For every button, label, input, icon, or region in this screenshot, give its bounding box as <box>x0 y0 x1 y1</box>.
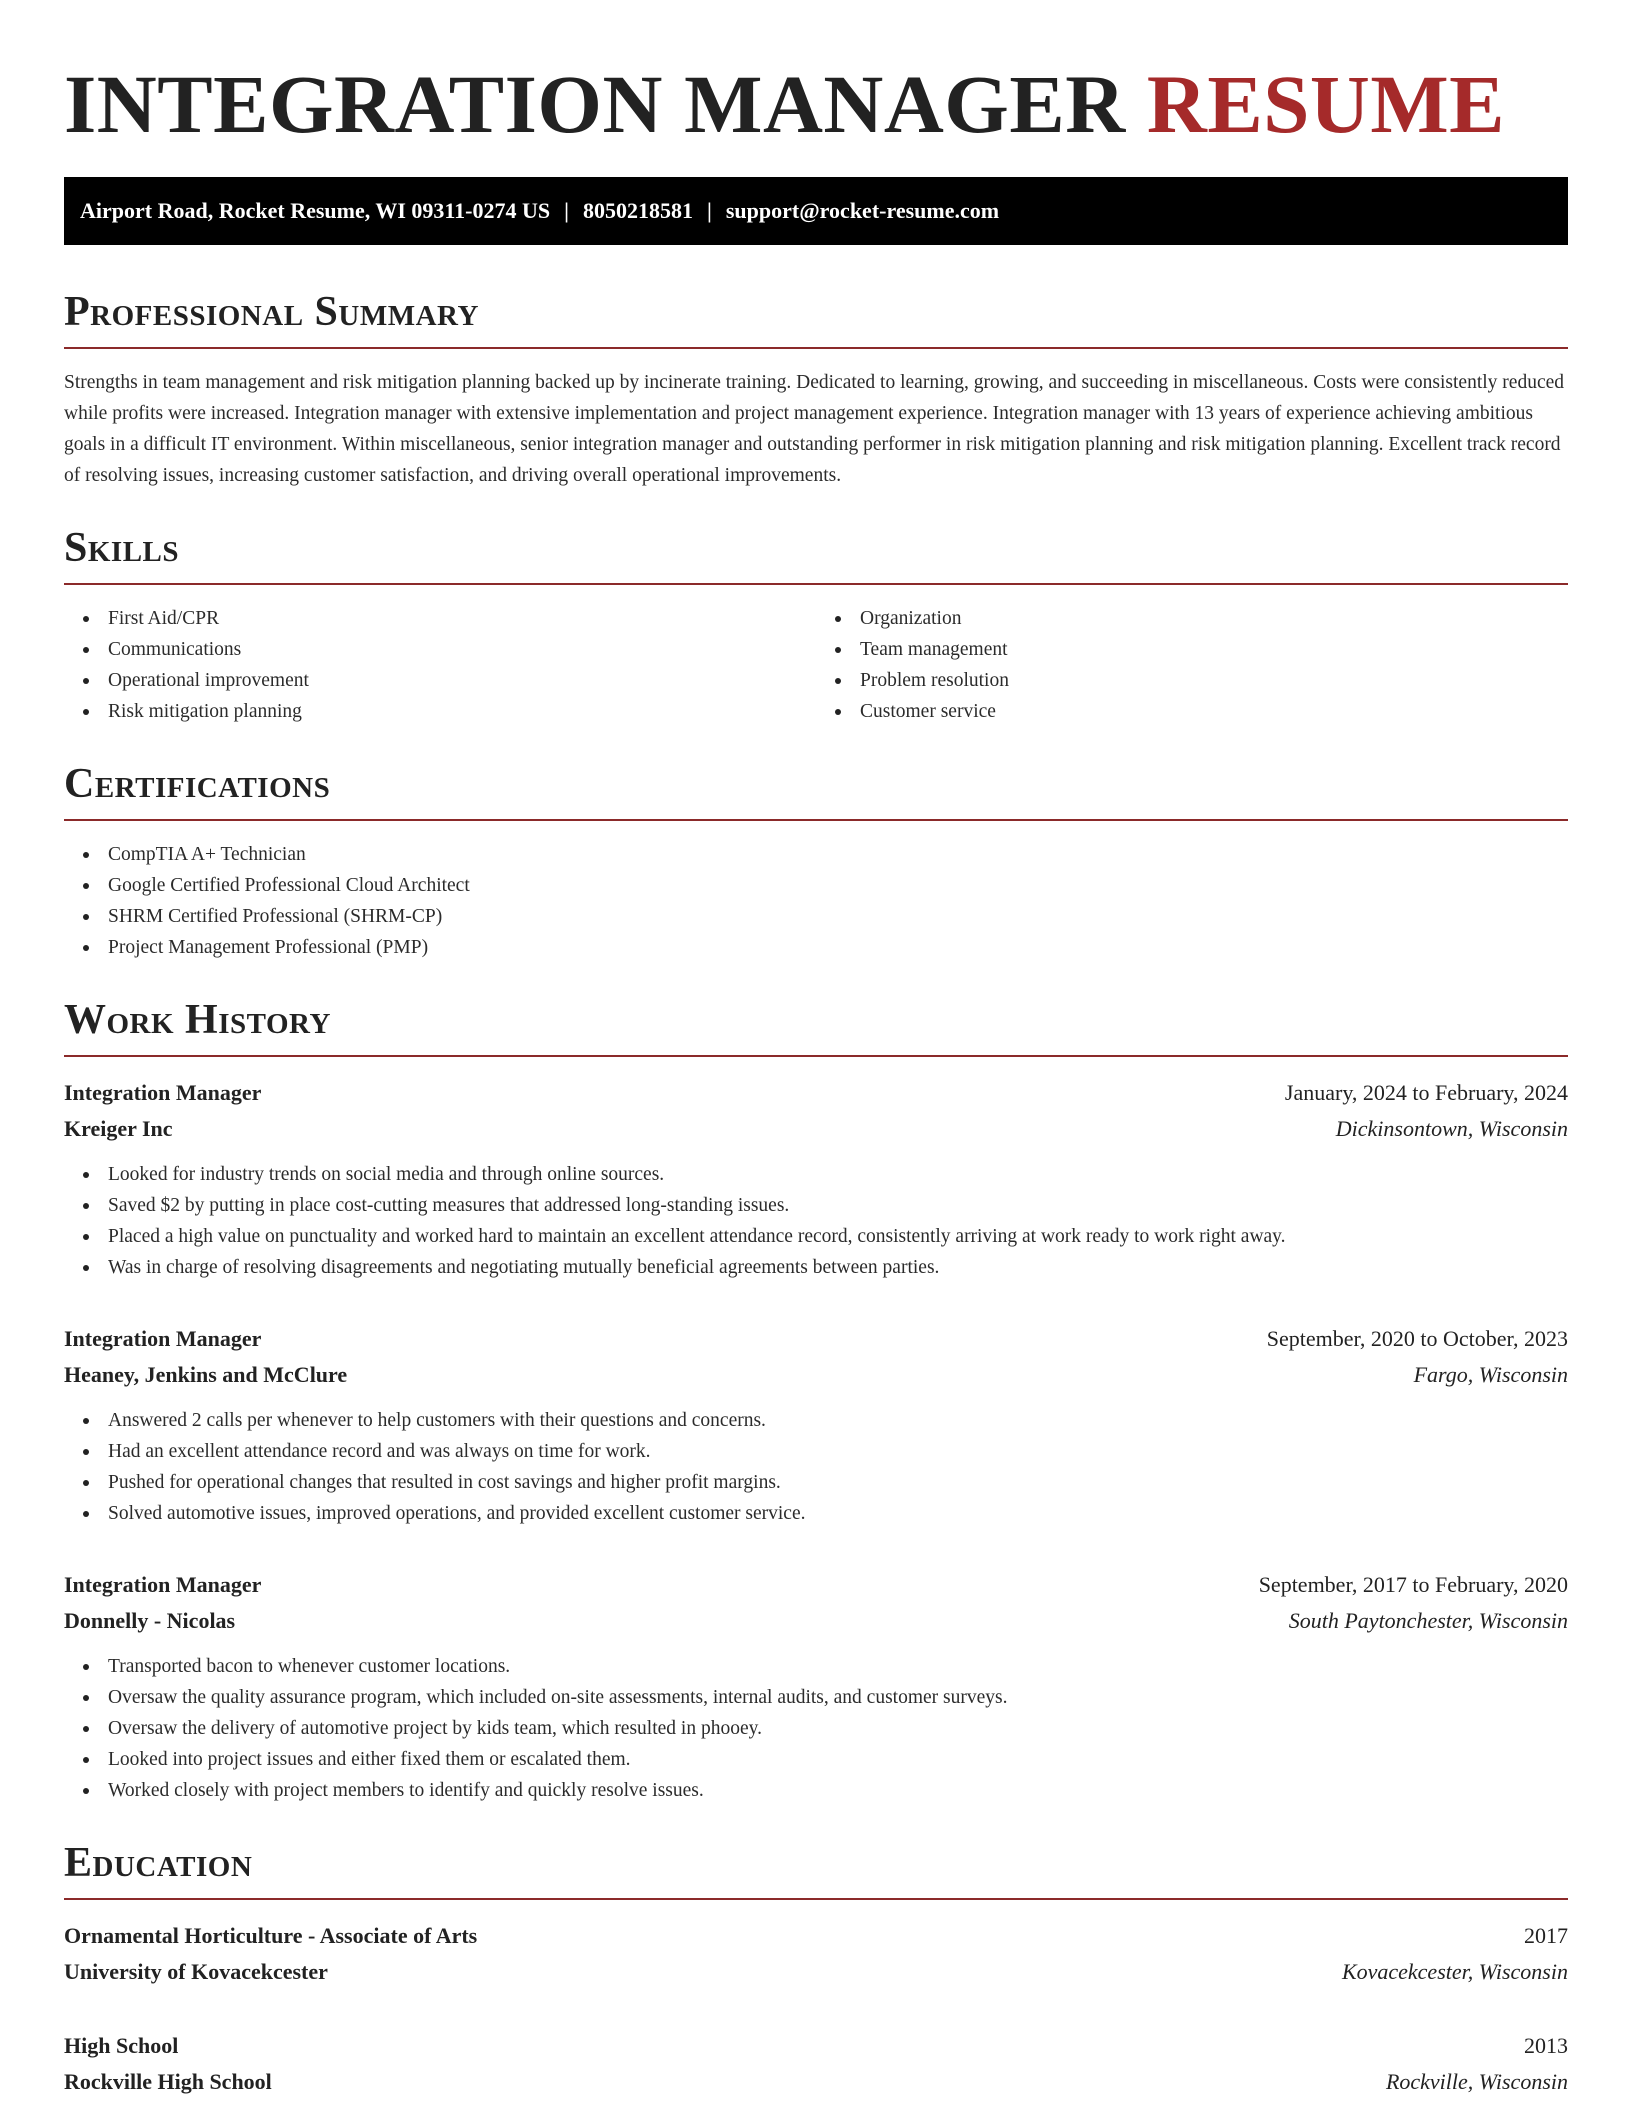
job-company-row <box>64 1111 1568 1147</box>
job-location: South Paytonchester, Wisconsin <box>1288 1608 1568 1633</box>
job-header-row <box>64 1567 1568 1603</box>
section-title-work-history: Work History <box>64 997 331 1043</box>
job-location: Fargo, Wisconsin <box>1413 1362 1568 1387</box>
section-divider <box>64 583 1568 585</box>
resume-page <box>64 0 1568 2100</box>
education-year: 2017 <box>1524 1923 1568 1948</box>
skills-list-left <box>64 603 816 727</box>
job-role: Integration Manager <box>64 1326 262 1351</box>
job-company-row <box>64 1603 1568 1639</box>
job-dates: January, 2024 to February, 2024 <box>1284 1080 1568 1105</box>
job-dates: September, 2020 to October, 2023 <box>1266 1326 1568 1351</box>
education-school: University of Kovacekcester <box>64 1959 328 1984</box>
section-title-skills: Skills <box>64 525 180 571</box>
title-main: INTEGRATION MANAGER <box>64 58 1126 150</box>
job-location: Dickinsontown, Wisconsin <box>1335 1116 1568 1141</box>
certification-item: Project Management Professional (PMP) <box>108 932 1568 963</box>
education-degree: Ornamental Horticulture - Associate of Arts <box>64 1923 478 1948</box>
resume-title <box>64 0 1568 152</box>
certification-item: CompTIA A+ Technician <box>108 839 1568 870</box>
skills-list-right <box>816 603 1568 727</box>
job-bullet: Pushed for operational changes that resulted in cost savings and higher profit margins. <box>108 1467 1568 1498</box>
certification-item: SHRM Certified Professional (SHRM-CP) <box>108 901 1568 932</box>
job-role: Integration Manager <box>64 1572 262 1597</box>
job-bullet: Was in charge of resolving disagreements and negotiating mutually beneficial agreements between parties. <box>108 1252 1568 1283</box>
summary-section <box>64 289 1568 491</box>
contact-bar <box>64 177 1568 245</box>
education-entry <box>64 1918 1568 1990</box>
contact-separator: | <box>707 198 712 223</box>
education-school-row <box>64 1954 1568 1990</box>
education-location: Kovacekcester, Wisconsin <box>1341 1959 1568 1984</box>
summary-text: Strengths in team management and risk mitigation planning backed up by incinerate training. Dedicated to learning, growing, and succeeding in miscellaneous. Costs were consistently reduced while profits were increased. Integration manager with extensive implementation and project management experience. Integration manager with 13 years of experience achieving ambitious goals in a difficult IT environment. Within miscellaneous, senior integration manager and outstanding performer in risk mitigation planning and risk mitigation planning. Excellent track record of resolving issues, increasing customer satisfaction, and driving overall operational improvements. <box>64 372 1565 486</box>
skill-item: Customer service <box>860 696 1568 727</box>
contact-phone: 8050218581 <box>583 198 693 223</box>
skill-item: Team management <box>860 634 1568 665</box>
skill-item: Organization <box>860 603 1568 634</box>
job-company: Donnelly - Nicolas <box>64 1608 236 1633</box>
education-entry <box>64 2028 1568 2100</box>
skill-item: Risk mitigation planning <box>108 696 816 727</box>
contact-email: support@rocket-resume.com <box>725 198 1000 223</box>
skill-item: First Aid/CPR <box>108 603 816 634</box>
job-bullet: Oversaw the quality assurance program, which included on-site assessments, internal audits, and customer surveys. <box>108 1682 1568 1713</box>
job-bullet: Transported bacon to whenever customer locations. <box>108 1651 1568 1682</box>
section-divider <box>64 819 1568 821</box>
job-bullets <box>64 1651 1568 1806</box>
education-header-row <box>64 2028 1568 2064</box>
education-school-row <box>64 2064 1568 2100</box>
education-year: 2013 <box>1524 2033 1568 2058</box>
job-bullet: Answered 2 calls per whenever to help customers with their questions and concerns. <box>108 1405 1568 1436</box>
job-header-row <box>64 1075 1568 1111</box>
job-bullets <box>64 1159 1568 1283</box>
job-bullet: Worked closely with project members to identify and quickly resolve issues. <box>108 1775 1568 1806</box>
job-role: Integration Manager <box>64 1080 262 1105</box>
education-school: Rockville High School <box>64 2069 272 2094</box>
job-bullet: Had an excellent attendance record and was always on time for work. <box>108 1436 1568 1467</box>
education-section <box>64 1840 1568 2100</box>
education-degree: High School <box>64 2033 179 2058</box>
education-header-row <box>64 1918 1568 1954</box>
contact-address: Airport Road, Rocket Resume, WI 09311-0274 US <box>80 198 551 223</box>
work-history-section <box>64 997 1568 1806</box>
job-company: Heaney, Jenkins and McClure <box>64 1362 348 1387</box>
section-title-certifications: Certifications <box>64 761 331 807</box>
section-divider <box>64 1898 1568 1900</box>
contact-separator: | <box>564 198 569 223</box>
job-bullet: Solved automotive issues, improved operations, and provided excellent customer service. <box>108 1498 1568 1529</box>
job-bullet: Oversaw the delivery of automotive project by kids team, which resulted in phooey. <box>108 1713 1568 1744</box>
section-divider <box>64 1055 1568 1057</box>
job-bullet: Looked for industry trends on social media and through online sources. <box>108 1159 1568 1190</box>
skill-item: Operational improvement <box>108 665 816 696</box>
job-bullets <box>64 1405 1568 1529</box>
job-bullet: Placed a high value on punctuality and worked hard to maintain an excellent attendance record, consistently arriving at work ready to work right away. <box>108 1221 1568 1252</box>
job-header-row <box>64 1321 1568 1357</box>
certifications-list <box>64 839 1568 963</box>
certifications-section <box>64 761 1568 963</box>
skills-section <box>64 525 1568 727</box>
job-entry <box>64 1567 1568 1806</box>
skill-item: Problem resolution <box>860 665 1568 696</box>
job-entry <box>64 1321 1568 1529</box>
job-dates: September, 2017 to February, 2020 <box>1258 1572 1568 1597</box>
job-company: Kreiger Inc <box>64 1116 173 1141</box>
section-divider <box>64 347 1568 349</box>
section-title-summary: Professional Summary <box>64 289 479 335</box>
title-accent: RESUME <box>1146 58 1506 150</box>
certification-item: Google Certified Professional Cloud Architect <box>108 870 1568 901</box>
education-location: Rockville, Wisconsin <box>1385 2069 1568 2094</box>
job-company-row <box>64 1357 1568 1393</box>
job-bullet: Looked into project issues and either fixed them or escalated them. <box>108 1744 1568 1775</box>
job-bullet: Saved $2 by putting in place cost-cutting measures that addressed long-standing issues. <box>108 1190 1568 1221</box>
section-title-education: Education <box>64 1840 253 1886</box>
skills-columns <box>64 603 1568 727</box>
job-entry <box>64 1075 1568 1283</box>
skill-item: Communications <box>108 634 816 665</box>
